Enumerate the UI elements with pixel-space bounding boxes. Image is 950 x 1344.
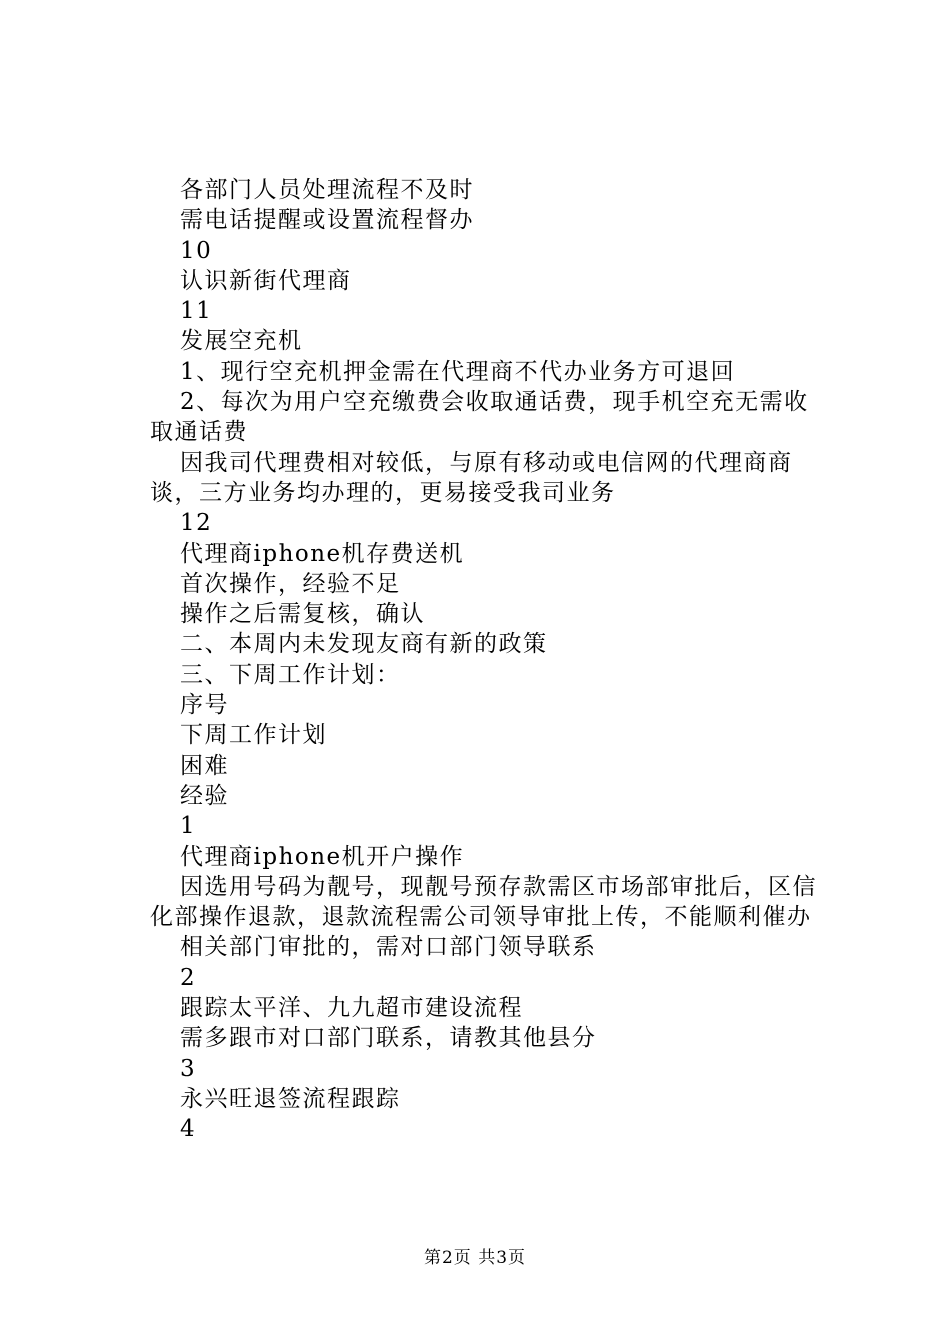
page-footer xyxy=(0,1243,950,1268)
paragraph: 4 xyxy=(180,1116,197,1143)
paragraph: 因选用号码为靓号，现靓号预存款需区市场部审批后，区信化部操作退款，退款流程需公司领导审批上传，不能顺利催办 xyxy=(150,873,817,931)
paragraph: 经验 xyxy=(180,782,229,809)
paragraph: 跟踪太平洋、九九超市建设流程 xyxy=(180,995,523,1022)
paragraph: 困难 xyxy=(180,752,229,779)
paragraph: 2 xyxy=(180,964,197,991)
paragraph: 发展空充机 xyxy=(180,328,303,355)
paragraph: 12 xyxy=(180,510,213,537)
page-number-label: 第2页 共3页 xyxy=(423,1248,527,1268)
paragraph: 各部门人员处理流程不及时 xyxy=(180,177,474,203)
paragraph: 1、现行空充机押金需在代理商不代办业务方可退回 xyxy=(180,358,736,385)
paragraph: 10 xyxy=(180,237,213,264)
paragraph: 代理商iphone机开户操作 xyxy=(180,843,465,870)
paragraph: 操作之后需复核，确认 xyxy=(180,601,425,628)
paragraph: 1 xyxy=(180,813,197,840)
paragraph: 因我司代理费相对较低，与原有移动或电信网的代理商商谈，三方业务均办理的，更易接受我司业务 xyxy=(150,449,793,506)
paragraph: 永兴旺退签流程跟踪 xyxy=(180,1085,401,1112)
paragraph: 认识新街代理商 xyxy=(180,267,352,294)
paragraph: 3 xyxy=(180,1055,197,1082)
paragraph: 需多跟市对口部门联系，请教其他县分 xyxy=(180,1025,597,1052)
paragraph: 相关部门审批的，需对口部门领导联系 xyxy=(180,934,597,961)
paragraph: 序号 xyxy=(180,692,229,719)
document-body xyxy=(150,175,832,1145)
paragraph: 11 xyxy=(180,298,213,325)
paragraph: 三、下周工作计划： xyxy=(180,661,401,688)
paragraph: 首次操作，经验不足 xyxy=(180,570,401,597)
paragraph: 下周工作计划 xyxy=(180,722,327,749)
paragraph: 二、本周内未发现友商有新的政策 xyxy=(180,631,548,658)
paragraph: 2、每次为用户空充缴费会收取通话费，现手机空充无需收取通话费 xyxy=(150,389,809,446)
paragraph: 代理商iphone机存费送机 xyxy=(180,540,465,567)
paragraph: 需电话提醒或设置流程督办 xyxy=(180,207,474,234)
